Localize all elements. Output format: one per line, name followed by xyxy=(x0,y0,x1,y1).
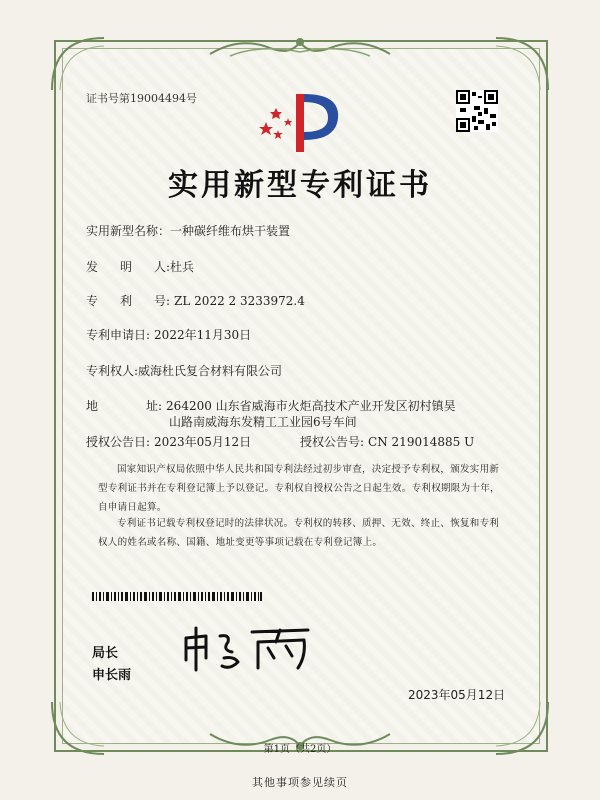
certificate-number: 证书号第19004494号 xyxy=(86,92,197,105)
name-label: 实用新型名称： xyxy=(86,224,171,238)
patent-number-value: ZL 2022 2 3233972.4 xyxy=(174,294,305,308)
notice-paragraph-1: 国家知识产权局依照中华人民共和国专利法经过初步审查，决定授予专利权，颁发实用新型专利证书并在专利登记簿上予以登记。专利权自授权公告之日起生效。专利权期限为十年，自申请日起算。 xyxy=(98,464,500,513)
qr-code-icon xyxy=(456,90,498,132)
patentee-row xyxy=(86,362,282,379)
signature-title: 局长 xyxy=(92,646,119,661)
signature-date: 2023年05月12日 xyxy=(408,688,506,702)
address-row: 地 址: 264200 山东省威海市火炬高技术产业开发区初村镇昊 xyxy=(86,399,456,413)
apply-date-value: 2022年11月30日 xyxy=(154,328,252,342)
inventor-row: 发 明 人:杜兵 xyxy=(86,260,195,274)
address-line-1: 264200 山东省威海市火炬高技术产业开发区初村镇昊 xyxy=(166,399,456,413)
corner-ornament-icon xyxy=(492,34,552,94)
notice-paragraph-2: 专利证书记载专利权登记时的法律状况。专利权的转移、质押、无效、终止、恢复和专利权人的姓名或名称、国籍、地址变更等事项记载在专利登记簿上。 xyxy=(98,518,500,548)
announce-date-label: 授权公告日: xyxy=(86,435,151,449)
handwritten-signature-icon xyxy=(178,622,318,674)
footer-note: 其他事项参见续页 xyxy=(252,776,348,789)
signature-name: 申长雨 xyxy=(92,668,132,683)
apply-date-label: 专利申请日: xyxy=(86,328,151,342)
announce-number-value: CN 219014885 U xyxy=(368,435,475,449)
address-line-2: 山路南威海东发精工工业园6号车间 xyxy=(169,415,357,429)
announce-date-value: 2023年05月12日 xyxy=(154,435,252,449)
name-value: 一种碳纤维布烘干装置 xyxy=(170,224,291,238)
barcode-icon xyxy=(92,592,262,601)
patent-number-row: 专 利 号: ZL 2022 2 3233972.4 xyxy=(86,294,305,308)
announce-number-row xyxy=(300,433,474,450)
inventor-value: 杜兵 xyxy=(170,260,195,274)
certificate-title: 实用新型专利证书 xyxy=(168,168,432,203)
patentee-value: 威海杜氏复合材料有限公司 xyxy=(138,364,283,378)
top-ornament-icon xyxy=(200,34,400,64)
page-number: 第1页（共2页） xyxy=(263,744,337,755)
utility-model-name-row xyxy=(86,222,290,239)
corner-ornament-icon xyxy=(48,34,108,94)
patentee-label: 专利权人: xyxy=(86,364,139,378)
apply-date-row xyxy=(86,326,251,343)
patent-office-logo-icon xyxy=(256,86,346,156)
announce-number-label: 授权公告号: xyxy=(300,435,365,449)
announce-date-row xyxy=(86,433,251,450)
